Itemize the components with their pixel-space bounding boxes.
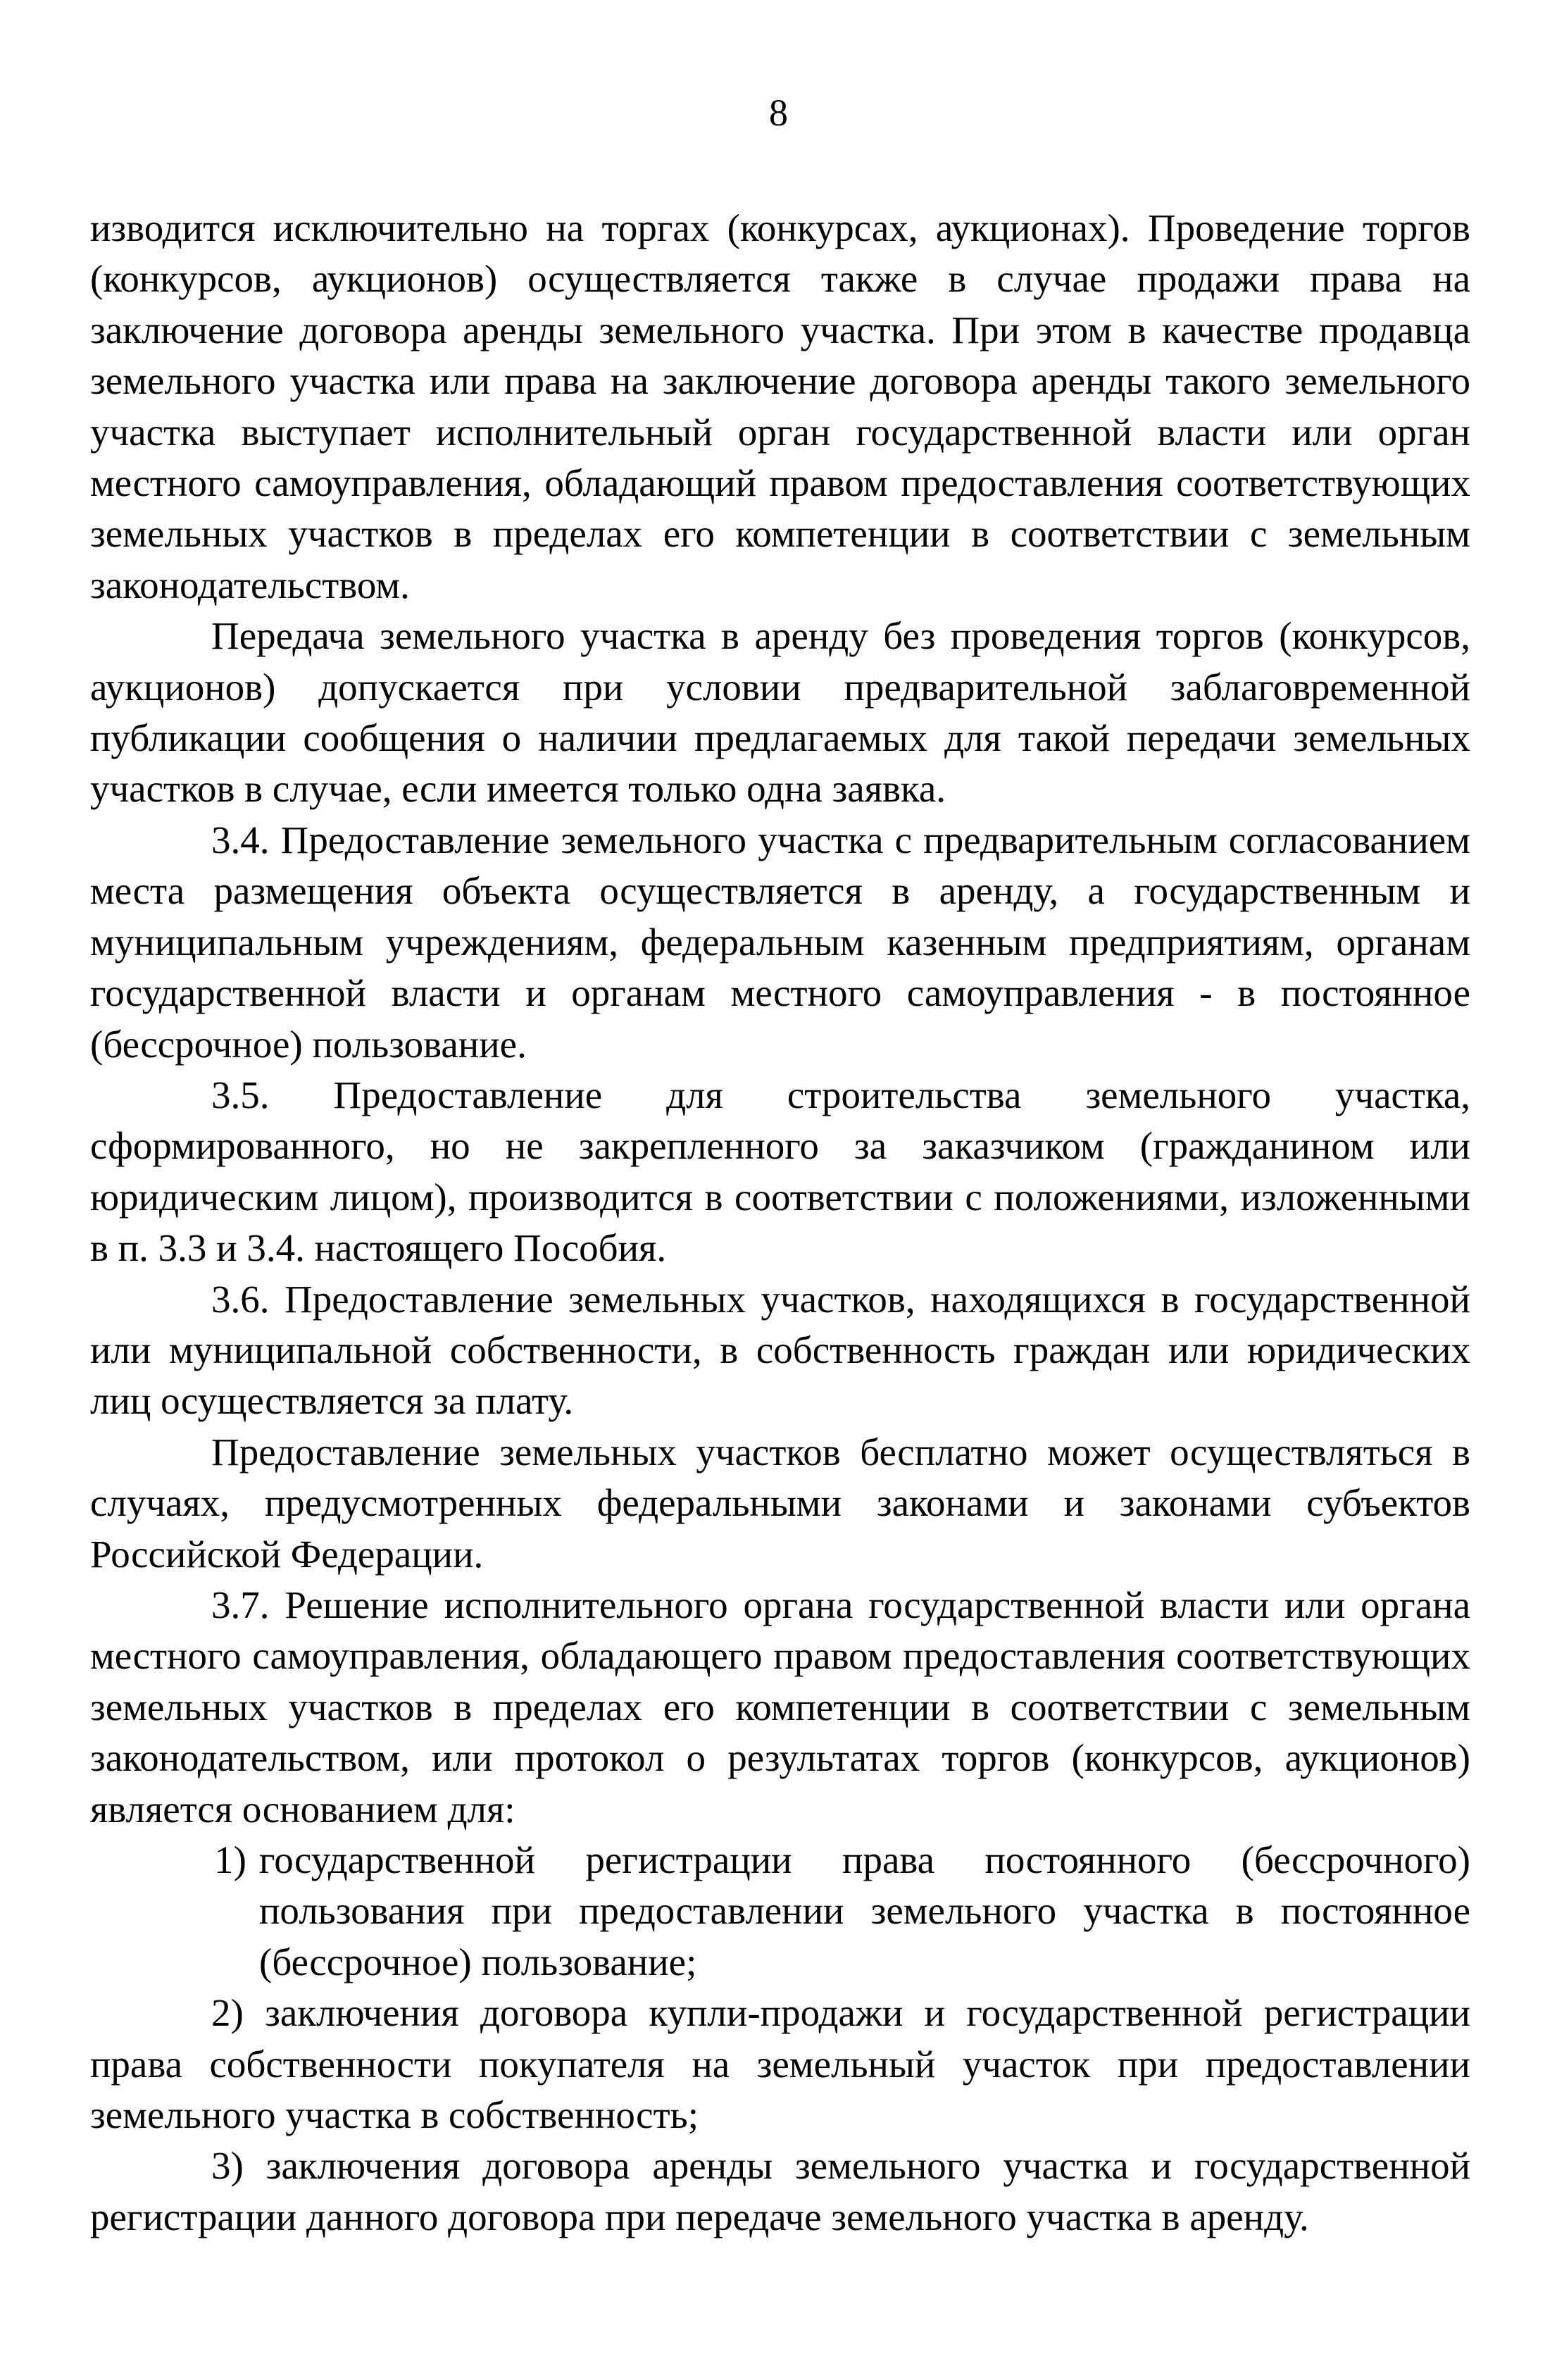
list-item-number: 1)	[214, 1838, 246, 1881]
paragraph-3-4: 3.4. Предоставление земельного участка с предварительным согласованием места размещения объекта осуществляется в аренду, а государственным и муниципальным учреждениям, федеральным казенным предприятиям, органам государственной власти и органам местного самоуправления - в постоянное (бессрочное) пользование.	[90, 818, 1470, 1066]
paragraph-3-6: 3.6. Предоставление земельных участков, находящихся в государственной или муниципальной собственности, в собственность граждан или юридических лиц осуществляется за плату.	[90, 1277, 1470, 1423]
paragraph-lease-transfer: Передача земельного участка в аренду без проведения торгов (конкурсов, аукционов) допускается при условии предварительной заблаговременной публикации сообщения о наличии предлагаемых для такой передачи земельных участков в случае, если имеется только одна заявка.	[90, 614, 1470, 811]
paragraph-3-7: 3.7. Решение исполнительного органа государственной власти или органа местного самоуправления, обладающего правом предоставления соответствующих земельных участков в пределах его компетенции в соответствии с земельным законодательством, или протокол о результатах торгов (конкурсов, аукционов) является основанием для:	[90, 1583, 1470, 1831]
page-content	[90, 203, 1470, 2243]
list-item-text: государственной регистрации права постоянного (бессрочного) пользования при предоставлении земельного участка в постоянное (бессрочное) пользование;	[259, 1838, 1470, 1983]
list-item-2: 2) заключения договора купли-продажи и государственной регистрации права собственности покупателя на земельный участок при предоставлении земельного участка в собственность;	[90, 1991, 1470, 2137]
list-item-1	[90, 1835, 1470, 1988]
paragraph-3-5: 3.5. Предоставление для строительства земельного участка, сформированного, но не закрепленного за заказчиком (гражданином или юридическим лицом), производится в соответствии с положениями, изложенными в п. 3.3 и 3.4. настоящего Пособия.	[90, 1073, 1470, 1270]
paragraph-free-provision: Предоставление земельных участков бесплатно может осуществляться в случаях, предусмотренных федеральными законами и законами субъектов Российской Федерации.	[90, 1430, 1470, 1576]
page-number: 8	[769, 92, 788, 134]
paragraph-continuation: изводится исключительно на торгах (конкурсах, аукционах). Проведение торгов (конкурсов, аукционов) осуществляется также в случае продажи права на заключение договора аренды земельного участка. При этом в качестве продавца земельного участка или права на заключение договора аренды такого земельного участка выступает исполнительный орган государственной власти или орган местного самоуправления, обладающий правом предоставления соответствующих земельных участков в пределах его компетенции в соответствии с земельным законодательством.	[90, 206, 1470, 606]
list-item-3: 3) заключения договора аренды земельного участка и государственной регистрации данного договора при передаче земельного участка в аренду.	[90, 2144, 1470, 2238]
